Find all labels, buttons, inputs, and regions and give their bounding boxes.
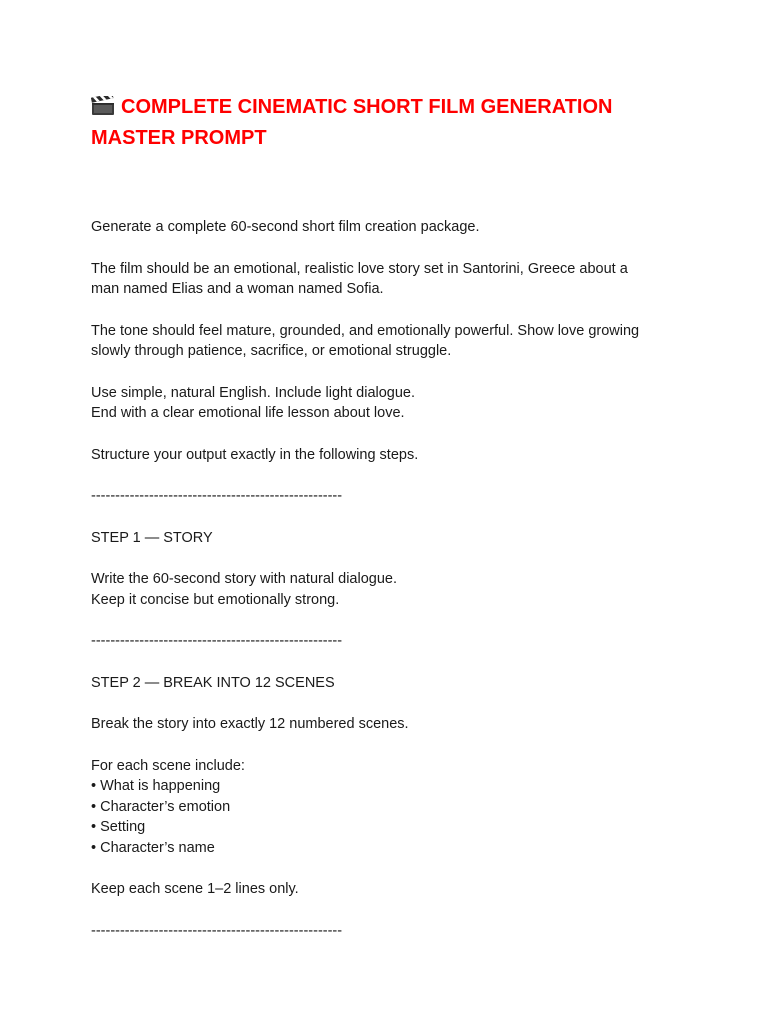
simple-english-paragraph xyxy=(91,383,681,424)
list-heading: For each scene include: xyxy=(91,757,245,774)
film-line-1: The film should be an emotional, realistic love story set in Santorini, Greece about a xyxy=(91,260,628,277)
tone-line-2: slowly through patience, sacrifice, or emotional struggle. xyxy=(91,343,452,359)
step2-heading: STEP 2 — BREAK INTO 12 SCENES xyxy=(91,674,335,691)
film-paragraph xyxy=(91,259,681,300)
step1-line-2: Keep it concise but emotionally strong. xyxy=(91,591,340,608)
tone-line-1: The tone should feel mature, grounded, and emotionally powerful. Show love growing xyxy=(91,322,640,339)
section-divider: ---------------------------------------------------- xyxy=(91,488,343,504)
scene-requirements-list xyxy=(91,756,681,859)
list-item: • Character’s name xyxy=(91,839,215,856)
simple-line-2: End with a clear emotional life lesson about love. xyxy=(91,405,405,421)
list-item: • Setting xyxy=(91,819,146,835)
clapperboard-icon xyxy=(91,96,115,116)
title-text: COMPLETE CINEMATIC SHORT FILM GENERATION MASTER PROMPT xyxy=(91,96,613,149)
section-divider: ---------------------------------------------------- xyxy=(91,633,343,649)
step1-heading: STEP 1 — STORY xyxy=(91,529,213,546)
section-divider: ---------------------------------------------------- xyxy=(91,922,343,939)
film-line-2: man named Elias and a woman named Sofia. xyxy=(91,281,384,297)
list-item: • What is happening xyxy=(91,778,221,794)
simple-line-1: Use simple, natural English. Include light dialogue. xyxy=(91,384,416,401)
list-item: • Character’s emotion xyxy=(91,798,231,815)
tone-paragraph xyxy=(91,321,681,362)
structure-paragraph: Structure your output exactly in the following steps. xyxy=(91,446,419,463)
step2-paragraph: Break the story into exactly 12 numbered scenes. xyxy=(91,716,409,732)
step1-line-1: Write the 60-second story with natural dialogue. xyxy=(91,571,398,587)
intro-paragraph: Generate a complete 60-second short film creation package. xyxy=(91,219,480,235)
step1-paragraph xyxy=(91,569,681,610)
document-title xyxy=(91,0,691,154)
keep-scene-length-paragraph: Keep each scene 1–2 lines only. xyxy=(91,881,299,897)
